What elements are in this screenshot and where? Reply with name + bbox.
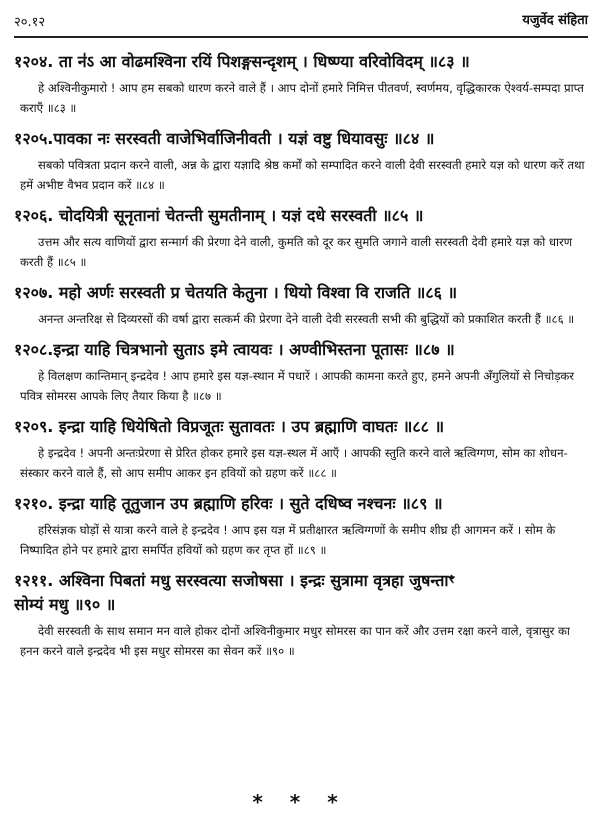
verse-translation: उत्तम और सत्य वाणियों द्वारा सन्मार्ग की प्रेरणा देने वाली, कुमति को दूर कर सुमति जगाने वाली सरस्वती देवी हमारे यज्ञ को धारण करती हैं ॥८५ ॥ bbox=[20, 235, 573, 269]
verse-1205 bbox=[14, 127, 588, 195]
verse-translation: हे अश्विनीकुमारो ! आप हम सबको धारण करने वाले हैं । आप दोनों हमारे निमित्त पीतवर्ण, स्वर्णमय, वृद्धिकारक ऐश्वर्य-सम्पदा प्राप्त कराएँ ॥८३ ॥ bbox=[20, 81, 584, 115]
verse-1204 bbox=[14, 50, 588, 118]
verse-text: १२०८.इन्द्रा याहि चित्रभानो सुताऽ इमे त्वायवः । अण्वीभिस्तना पूतासः ॥८७ ॥ bbox=[14, 340, 455, 359]
verse-1209 bbox=[14, 415, 588, 483]
verse-translation: हे विलक्षण कान्तिमान् इन्द्रदेव ! आप हमारे इस यज्ञ-स्थान में पधारें । आपकी कामना करते हुए, हमने अपनी अँगुलियों से निचोड़कर पवित्र सोमरस आपके लिए तैयार किया है ॥८७ ॥ bbox=[20, 369, 575, 403]
verse-translation: अनन्त अन्तरिक्ष से दिव्यरसों की वर्षा द्वारा सत्कर्म की प्रेरणा देने वाली देवी सरस्वती सभी की बुद्धियों को प्रकाशित करती हैं ॥८६ ॥ bbox=[38, 312, 575, 326]
verse-text: १२०५.पावका नः सरस्वती वाजेभिर्वाजिनीवती । यज्ञं वष्टु धियावसुः ॥८४ ॥ bbox=[14, 129, 435, 148]
verse-translation: हरिसंज्ञक घोड़ों से यात्रा करने वाले हे इन्द्रदेव ! आप इस यज्ञ में प्रतीक्षारत ऋत्विग्गणों के समीप शीघ्र ही आगमन करें । सोम के निष्पादित होने पर हमारे द्वारा समर्पित हवियों को ग्रहण कर तृप्त हों ॥८९ ॥ bbox=[20, 523, 556, 557]
verse-text: १२११. अश्विना पिबतां मधु सरस्वत्या सजोषसा । इन्द्रः सुत्रामा वृत्रहा जुषन्ताꣳ bbox=[14, 571, 455, 590]
verse-text: १२०६. चोदयित्री सूनृतानां चेतन्ती सुमतीनाम् । यज्ञं दधे सरस्वती ॥८५ ॥ bbox=[14, 206, 424, 225]
verse-translation: सबको पवित्रता प्रदान करने वाली, अन्न के द्वारा यज्ञादि श्रेष्ठ कर्मों को सम्पादित करने वाली देवी सरस्वती हमारे यज्ञ को धारण करें तथा हमें अभीष्ट वैभव प्रदान करें ॥८४ ॥ bbox=[20, 158, 585, 192]
book-title: यजुर्वेद संहिता bbox=[522, 13, 588, 28]
verse-1206 bbox=[14, 204, 588, 272]
section-end-ornament: * * * bbox=[252, 790, 348, 814]
verse-translation: हे इन्द्रदेव ! अपनी अन्तःप्रेरणा से प्रेरित होकर हमारे इस यज्ञ-स्थल में आएँ । आपकी स्तुति करने वाले ऋत्विग्गण, सोम का शोधन-संस्कार करने वाले हैं, सो आप समीप आकर इन हवियों को ग्रहण करें ॥८८ ॥ bbox=[20, 446, 568, 480]
verse-1207 bbox=[14, 281, 588, 329]
page-header bbox=[14, 6, 588, 38]
page-content bbox=[14, 50, 588, 670]
page-number: २०.१२ bbox=[14, 15, 46, 30]
verse-text: १२०९. इन्द्रा याहि धियेषितो विप्रजूतः सुतावतः । उप ब्रह्माणि वाघतः ॥८८ ॥ bbox=[14, 417, 445, 436]
verse-text: १२०७. महो अर्णः सरस्वती प्र चेतयति केतुना । धियो विश्वा वि राजति ॥८६ ॥ bbox=[14, 283, 458, 302]
verse-1211 bbox=[14, 569, 588, 661]
verse-translation: देवी सरस्वती के साथ समान मन वाले होकर दोनों अश्विनीकुमार मधुर सोमरस का पान करें और उत्तम रक्षा करने वाले, वृत्रासुर का हनन करने वाले इन्द्रदेव भी इस मधुर सोमरस का सेवन करें ॥९० ॥ bbox=[20, 624, 570, 658]
verse-text-continued: सोम्यं मधु ॥९० ॥ bbox=[14, 595, 116, 614]
verse-text: १२०४. ता न॑ऽ आ वोढमश्विना रयिं पिशङ्गसन्दृशम् । धिष्ण्या वरिवोविदम् ॥८३ ॥ bbox=[14, 52, 470, 71]
verse-text: १२१०. इन्द्रा याहि तूतुजान उप ब्रह्माणि हरिवः । सुते दधिष्व नश्चनः ॥८९ ॥ bbox=[14, 494, 443, 513]
verse-1210 bbox=[14, 492, 588, 560]
verse-1208 bbox=[14, 338, 588, 406]
